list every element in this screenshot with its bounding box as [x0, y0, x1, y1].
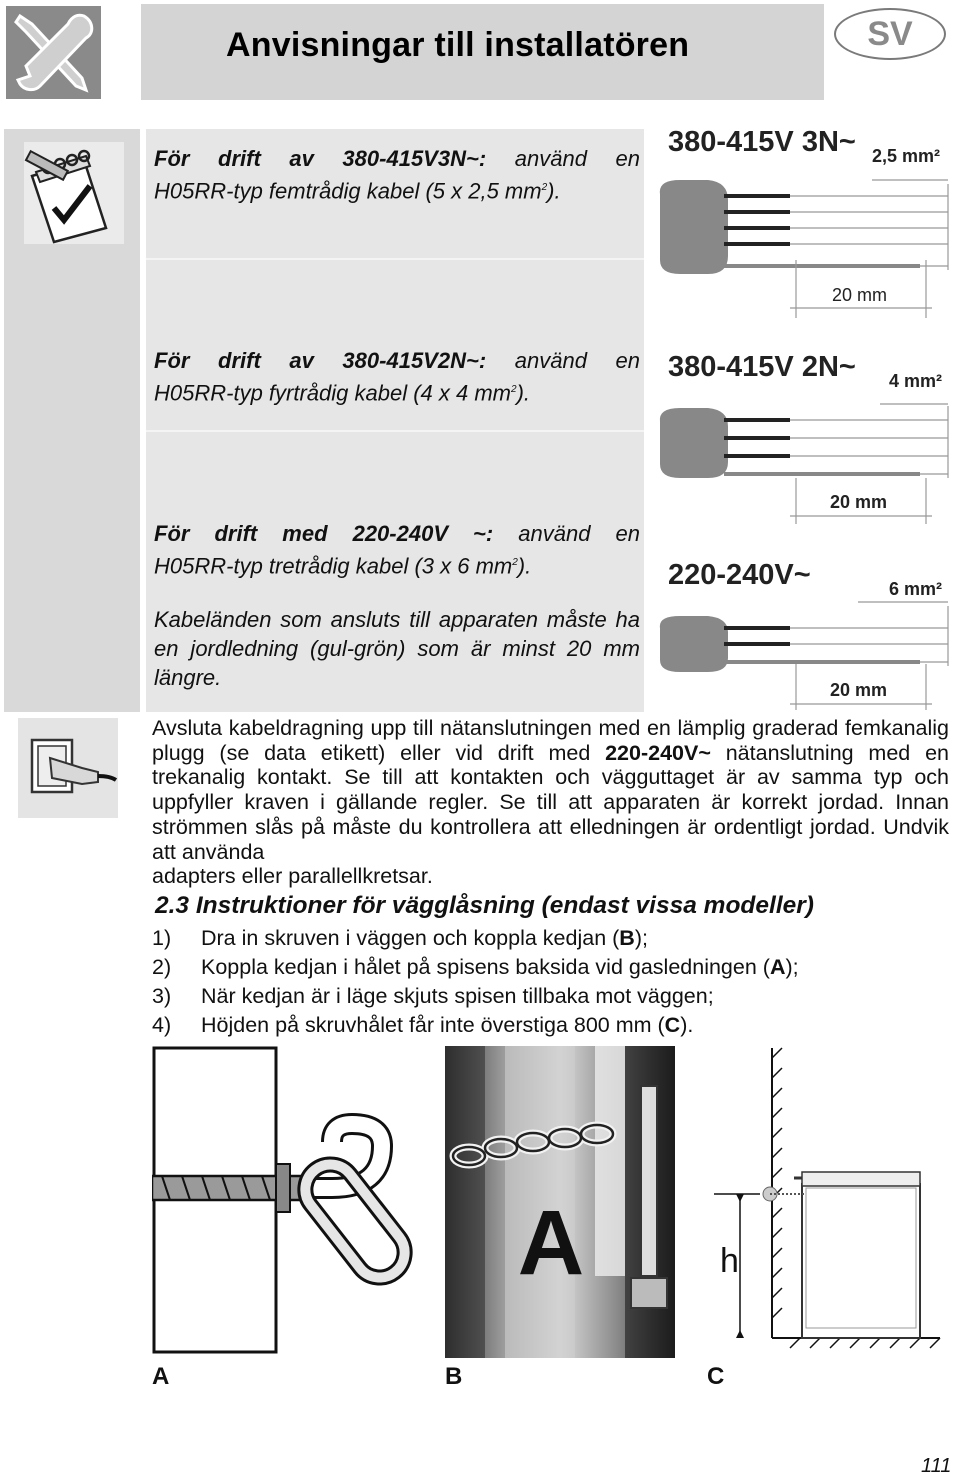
cable-diagram-3-wire: [660, 602, 948, 710]
list-text-bold: C: [664, 1013, 681, 1037]
spec-text-end: ).: [516, 380, 531, 406]
list-text: );: [785, 955, 799, 979]
list-item: [152, 984, 714, 1009]
spec-text: använd en: [514, 348, 640, 373]
page-number: 111: [921, 1455, 952, 1477]
notepad-check-icon: [24, 142, 124, 244]
figure-label-a: A: [152, 1363, 170, 1390]
spec-heading: För drift av 380-415V3N~:: [154, 146, 487, 171]
diagram-label-2: 380-415V 2N~: [668, 351, 856, 383]
list-text-bold: B: [619, 926, 635, 950]
cross-section-label-1: 2,5 mm²: [872, 146, 941, 166]
cable-spec-text-1: [154, 144, 640, 205]
list-text: När kedjan är i läge skjuts spisen tillbaka mot väggen;: [201, 984, 714, 1008]
list-text: ).: [680, 1013, 694, 1037]
list-number: 3): [152, 984, 172, 1008]
cable-spec-text-2: [154, 346, 640, 407]
cross-section-label-3: 6 mm²: [889, 579, 943, 599]
body-text-last-line: adapters eller parallellkretsar.: [152, 864, 433, 889]
figure-b-chain-photo: [445, 1046, 675, 1358]
height-symbol: h: [720, 1242, 739, 1280]
figure-label-c: C: [707, 1363, 725, 1390]
strip-length-label-3: 20 mm: [830, 680, 888, 700]
list-item: [152, 926, 648, 951]
voltage-highlight: 220-240V~: [605, 740, 711, 765]
list-text: Höjden på skruvhålet får inte överstiga 800 mm (: [201, 1013, 665, 1037]
superscript: 2: [512, 557, 518, 568]
body-text-part: nätanslutning med en trekanalig kontakt. Se till att kontakten och vägguttaget är av samma typ och uppfyller kraven i gällande regler. Se till att apparaten är korrekt jordad. Innan strömmen slås på måste du kontrollera att elledningen är ordentligt jordad. Undvik att använda: [152, 740, 949, 864]
wall-socket-plug-icon: [18, 718, 118, 818]
tools-icon: [6, 6, 101, 99]
list-item: [152, 955, 799, 980]
superscript: 2: [511, 384, 517, 395]
list-item: [152, 1013, 693, 1038]
list-text: Dra in skruven i väggen och koppla kedjan (: [201, 926, 620, 950]
spec-heading: För drift med 220-240V ~:: [154, 521, 494, 546]
figure-c-height-diagram: [700, 1046, 950, 1358]
strip-length-label-2: 20 mm: [830, 492, 888, 512]
strip-length-label-1: 20 mm: [832, 285, 888, 305]
superscript: 2: [541, 182, 548, 193]
spec-heading: För drift av 380-415V2N~:: [154, 348, 487, 373]
list-text-bold: A: [769, 955, 786, 979]
page-title: Anvisningar till installatören: [226, 26, 690, 64]
spec-text: använd en: [518, 521, 640, 546]
list-text: Koppla kedjan i hålet på spisens baksida vid gasledningen (: [201, 955, 770, 979]
list-number: 4): [152, 1013, 172, 1037]
installation-paragraph: [152, 716, 949, 889]
list-number: 2): [152, 955, 172, 979]
cable-diagram-5-wire: [660, 180, 948, 318]
spec-text: använd en: [514, 146, 640, 171]
earth-wire-note: Kabeländen som ansluts till apparaten måste ha en jordledning (gul-grön) som är minst 20 mm längre.: [154, 607, 640, 690]
diagram-label-3: 220-240V~: [668, 559, 811, 591]
figure-label-b: B: [445, 1363, 463, 1390]
diagram-label-1: 380-415V 3N~: [668, 126, 856, 158]
cable-diagram-4-wire: [660, 404, 948, 524]
spec-text: H05RR-typ tretrådig kabel (3 x 6 mm: [154, 553, 513, 579]
cross-section-label-2: 4 mm²: [889, 371, 943, 391]
photo-letter-a: A: [517, 1192, 585, 1294]
spec-text: H05RR-typ femtrådig kabel (5 x 2,5 mm: [154, 178, 542, 204]
cable-diagrams: [650, 160, 960, 730]
spec-text-end: ).: [517, 553, 532, 579]
list-text: );: [634, 926, 648, 950]
figure-a-wall-anchor: [152, 1046, 422, 1356]
body-text-part: Avsluta kabeldragning upp till nätanslutningen med en lämplig graderad femkanalig plugg (se data etikett) eller vid drift med: [152, 716, 949, 765]
section-title: 2.3 Instruktioner för vägglåsning (endast vissa modeller): [155, 892, 814, 919]
list-number: 1): [152, 926, 172, 950]
spec-text-end: ).: [547, 178, 561, 204]
cable-spec-text-3: [154, 519, 640, 580]
spec-text: H05RR-typ fyrtrådig kabel (4 x 4 mm: [154, 380, 511, 406]
language-badge: SV: [834, 8, 946, 60]
